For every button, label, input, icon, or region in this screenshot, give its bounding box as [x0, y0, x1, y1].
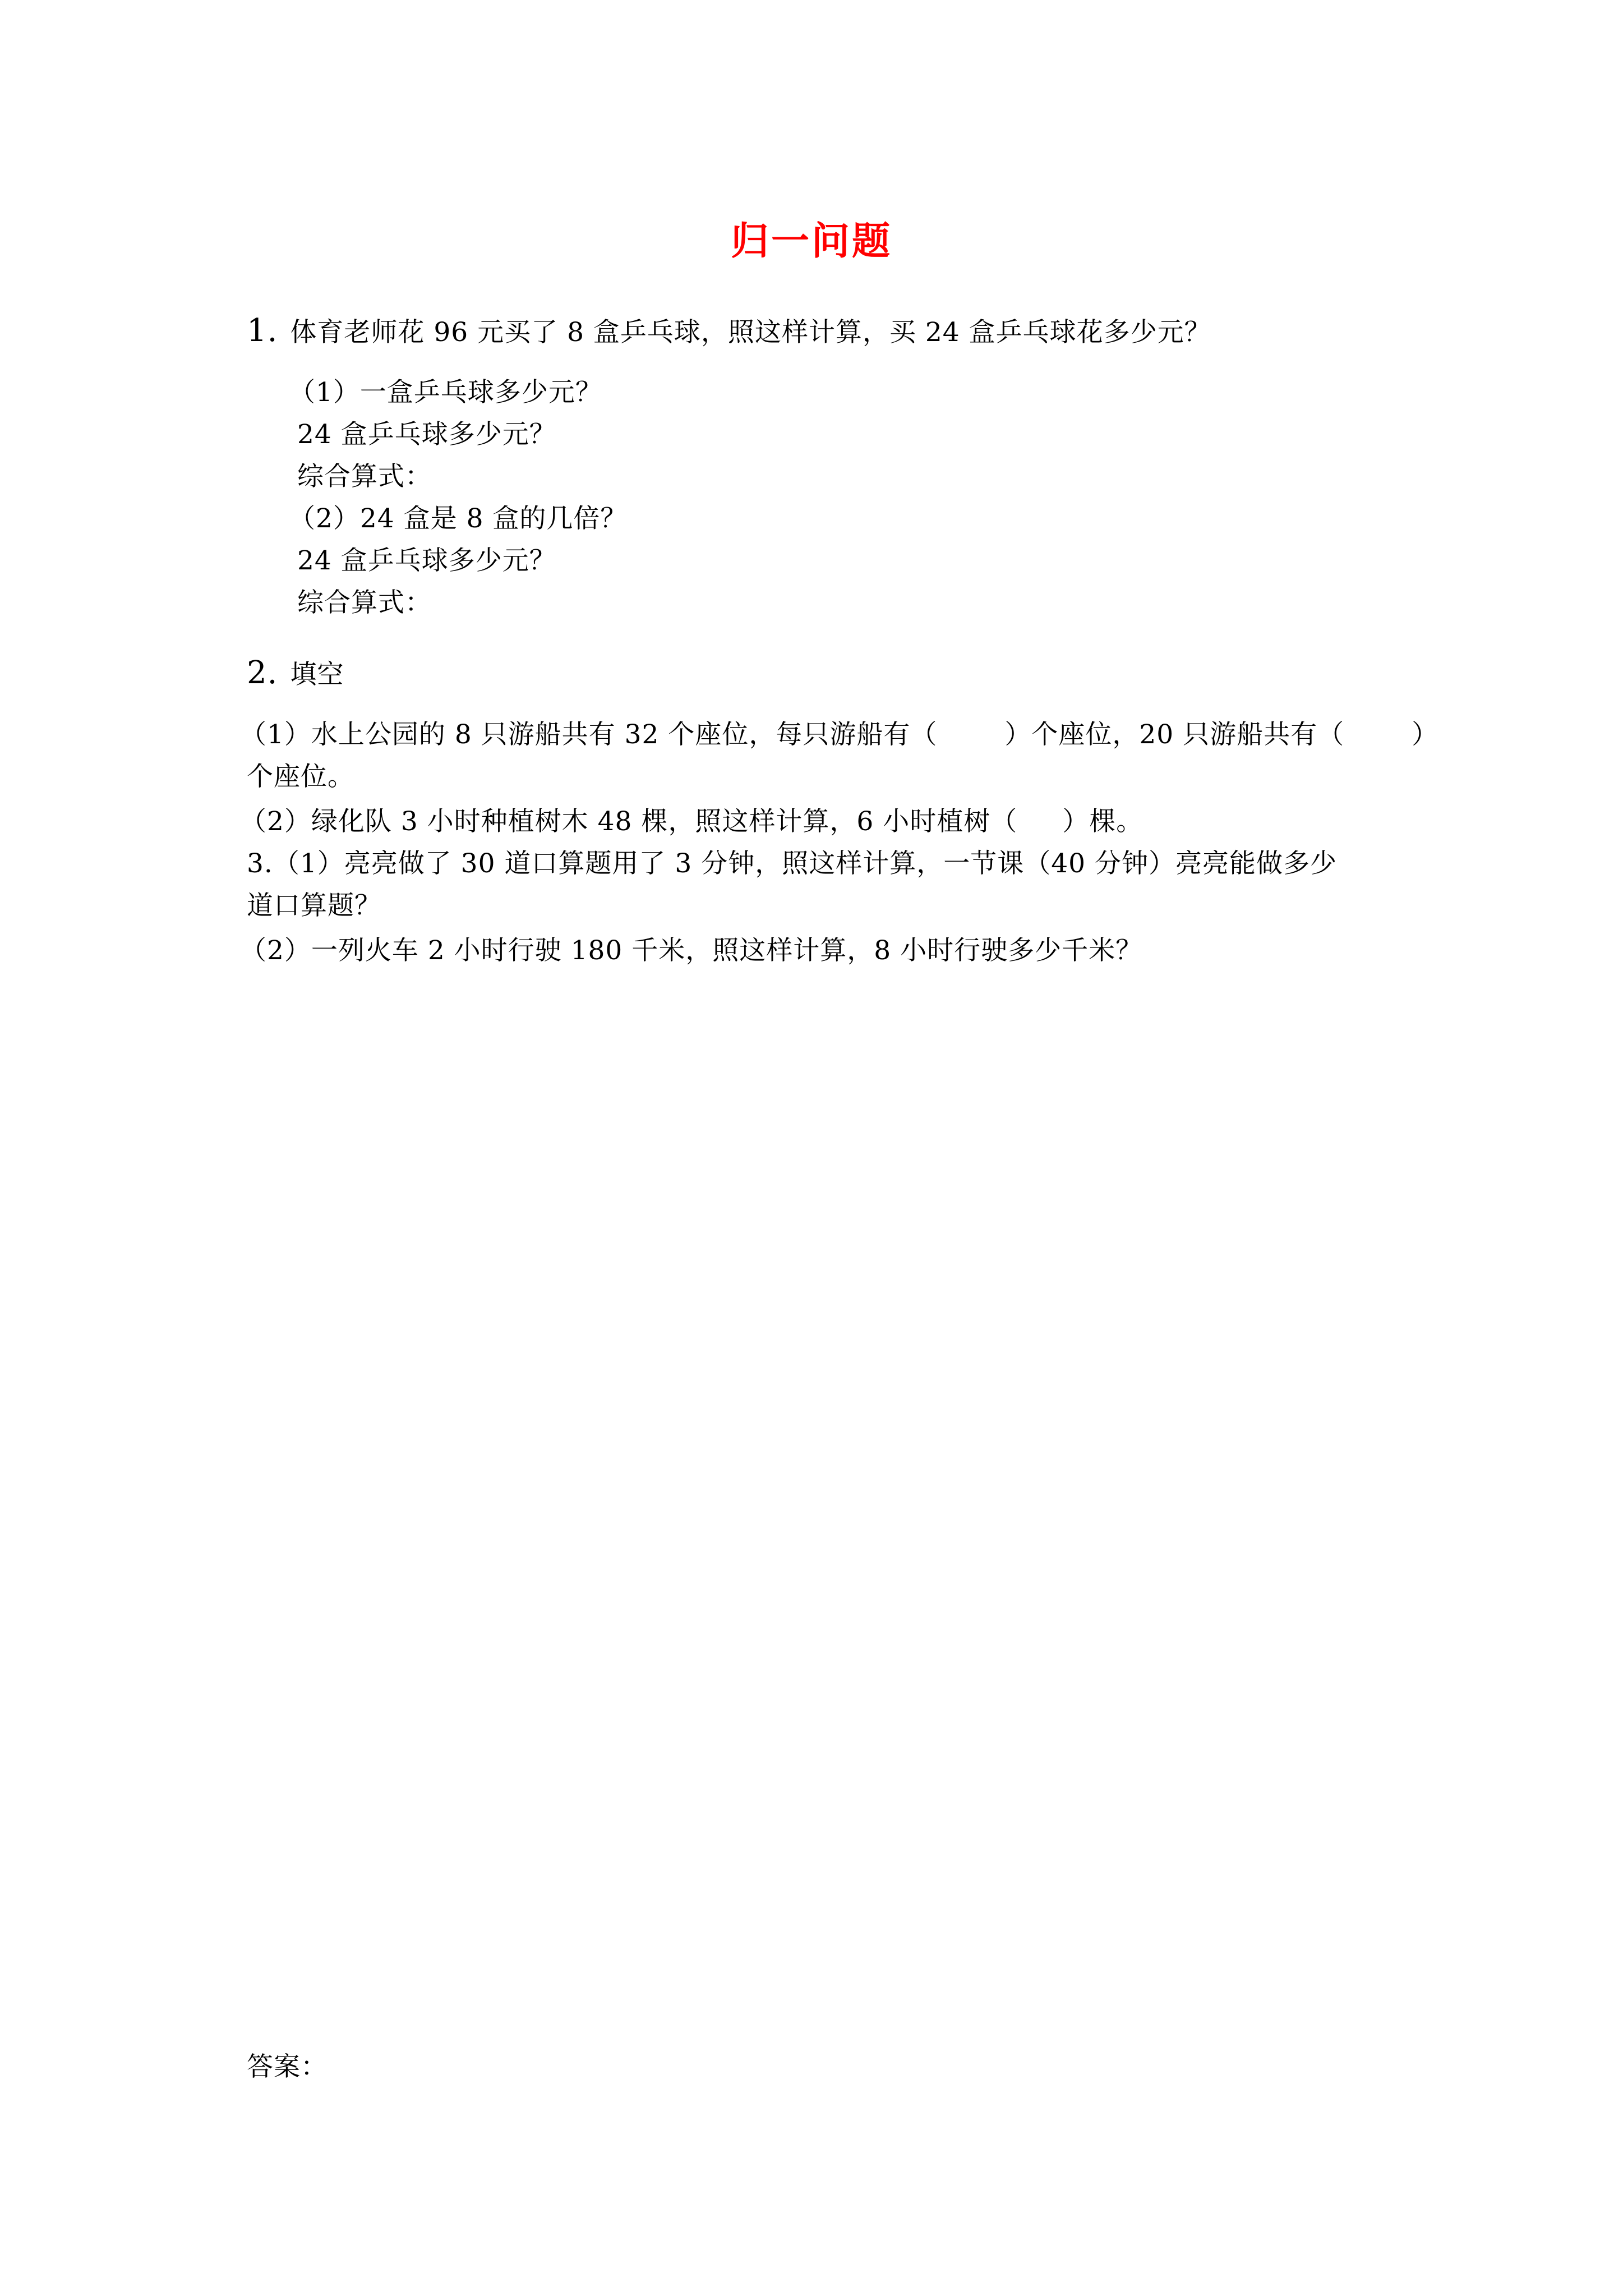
q1-method1-step1: （1）一盒乒乓球多少元？	[289, 377, 602, 408]
q1-method1-combined: 综合算式：	[297, 461, 432, 492]
question-2-text: 填空	[290, 659, 344, 690]
q3-item1-continued: 道口算题？	[247, 890, 381, 921]
q2-item2-part-b: ）棵。	[1062, 806, 1144, 837]
q2-item1-part-a: （1）水上公园的 8 只游船共有 32 个座位，每只游船有（	[240, 719, 938, 750]
question-1-text: 体育老师花 96 元买了 8 盒乒乓球，照这样计算，买 24 盒乒乓球花多少元？	[290, 317, 1211, 348]
question-2-number: 2.	[247, 655, 278, 691]
q2-item2-part-a: （2）绿化队 3 小时种植树木 48 棵，照这样计算，6 小时植树（	[240, 806, 1018, 837]
q2-item2	[240, 802, 1143, 841]
q2-item1	[240, 715, 1438, 754]
q1-method2-combined: 综合算式：	[297, 587, 432, 618]
question-2	[247, 654, 344, 694]
answer-label: 答案：	[247, 2051, 328, 2082]
q1-method2-step2: 24 盒乒乓球多少元？	[297, 545, 556, 576]
page-title: 归一问题	[730, 219, 892, 264]
q2-item1-continued: 个座位。	[247, 761, 354, 792]
q3-item2: （2）一列火车 2 小时行驶 180 千米，照这样计算，8 小时行驶多少千米？	[240, 935, 1143, 966]
q3-item1: 3.（1）亮亮做了 30 道口算题用了 3 分钟，照这样计算，一节课（40 分钟）亮亮能做多少	[247, 848, 1337, 879]
question-1	[247, 311, 1211, 352]
question-1-number: 1.	[247, 312, 278, 349]
q1-method1-step2: 24 盒乒乓球多少元？	[297, 419, 556, 450]
q1-method2-step1: （2）24 盒是 8 盒的几倍？	[289, 503, 628, 534]
q2-item1-part-b: ）个座位，20 只游船共有（	[1004, 719, 1345, 750]
q2-item1-part-c: ）	[1412, 719, 1439, 750]
